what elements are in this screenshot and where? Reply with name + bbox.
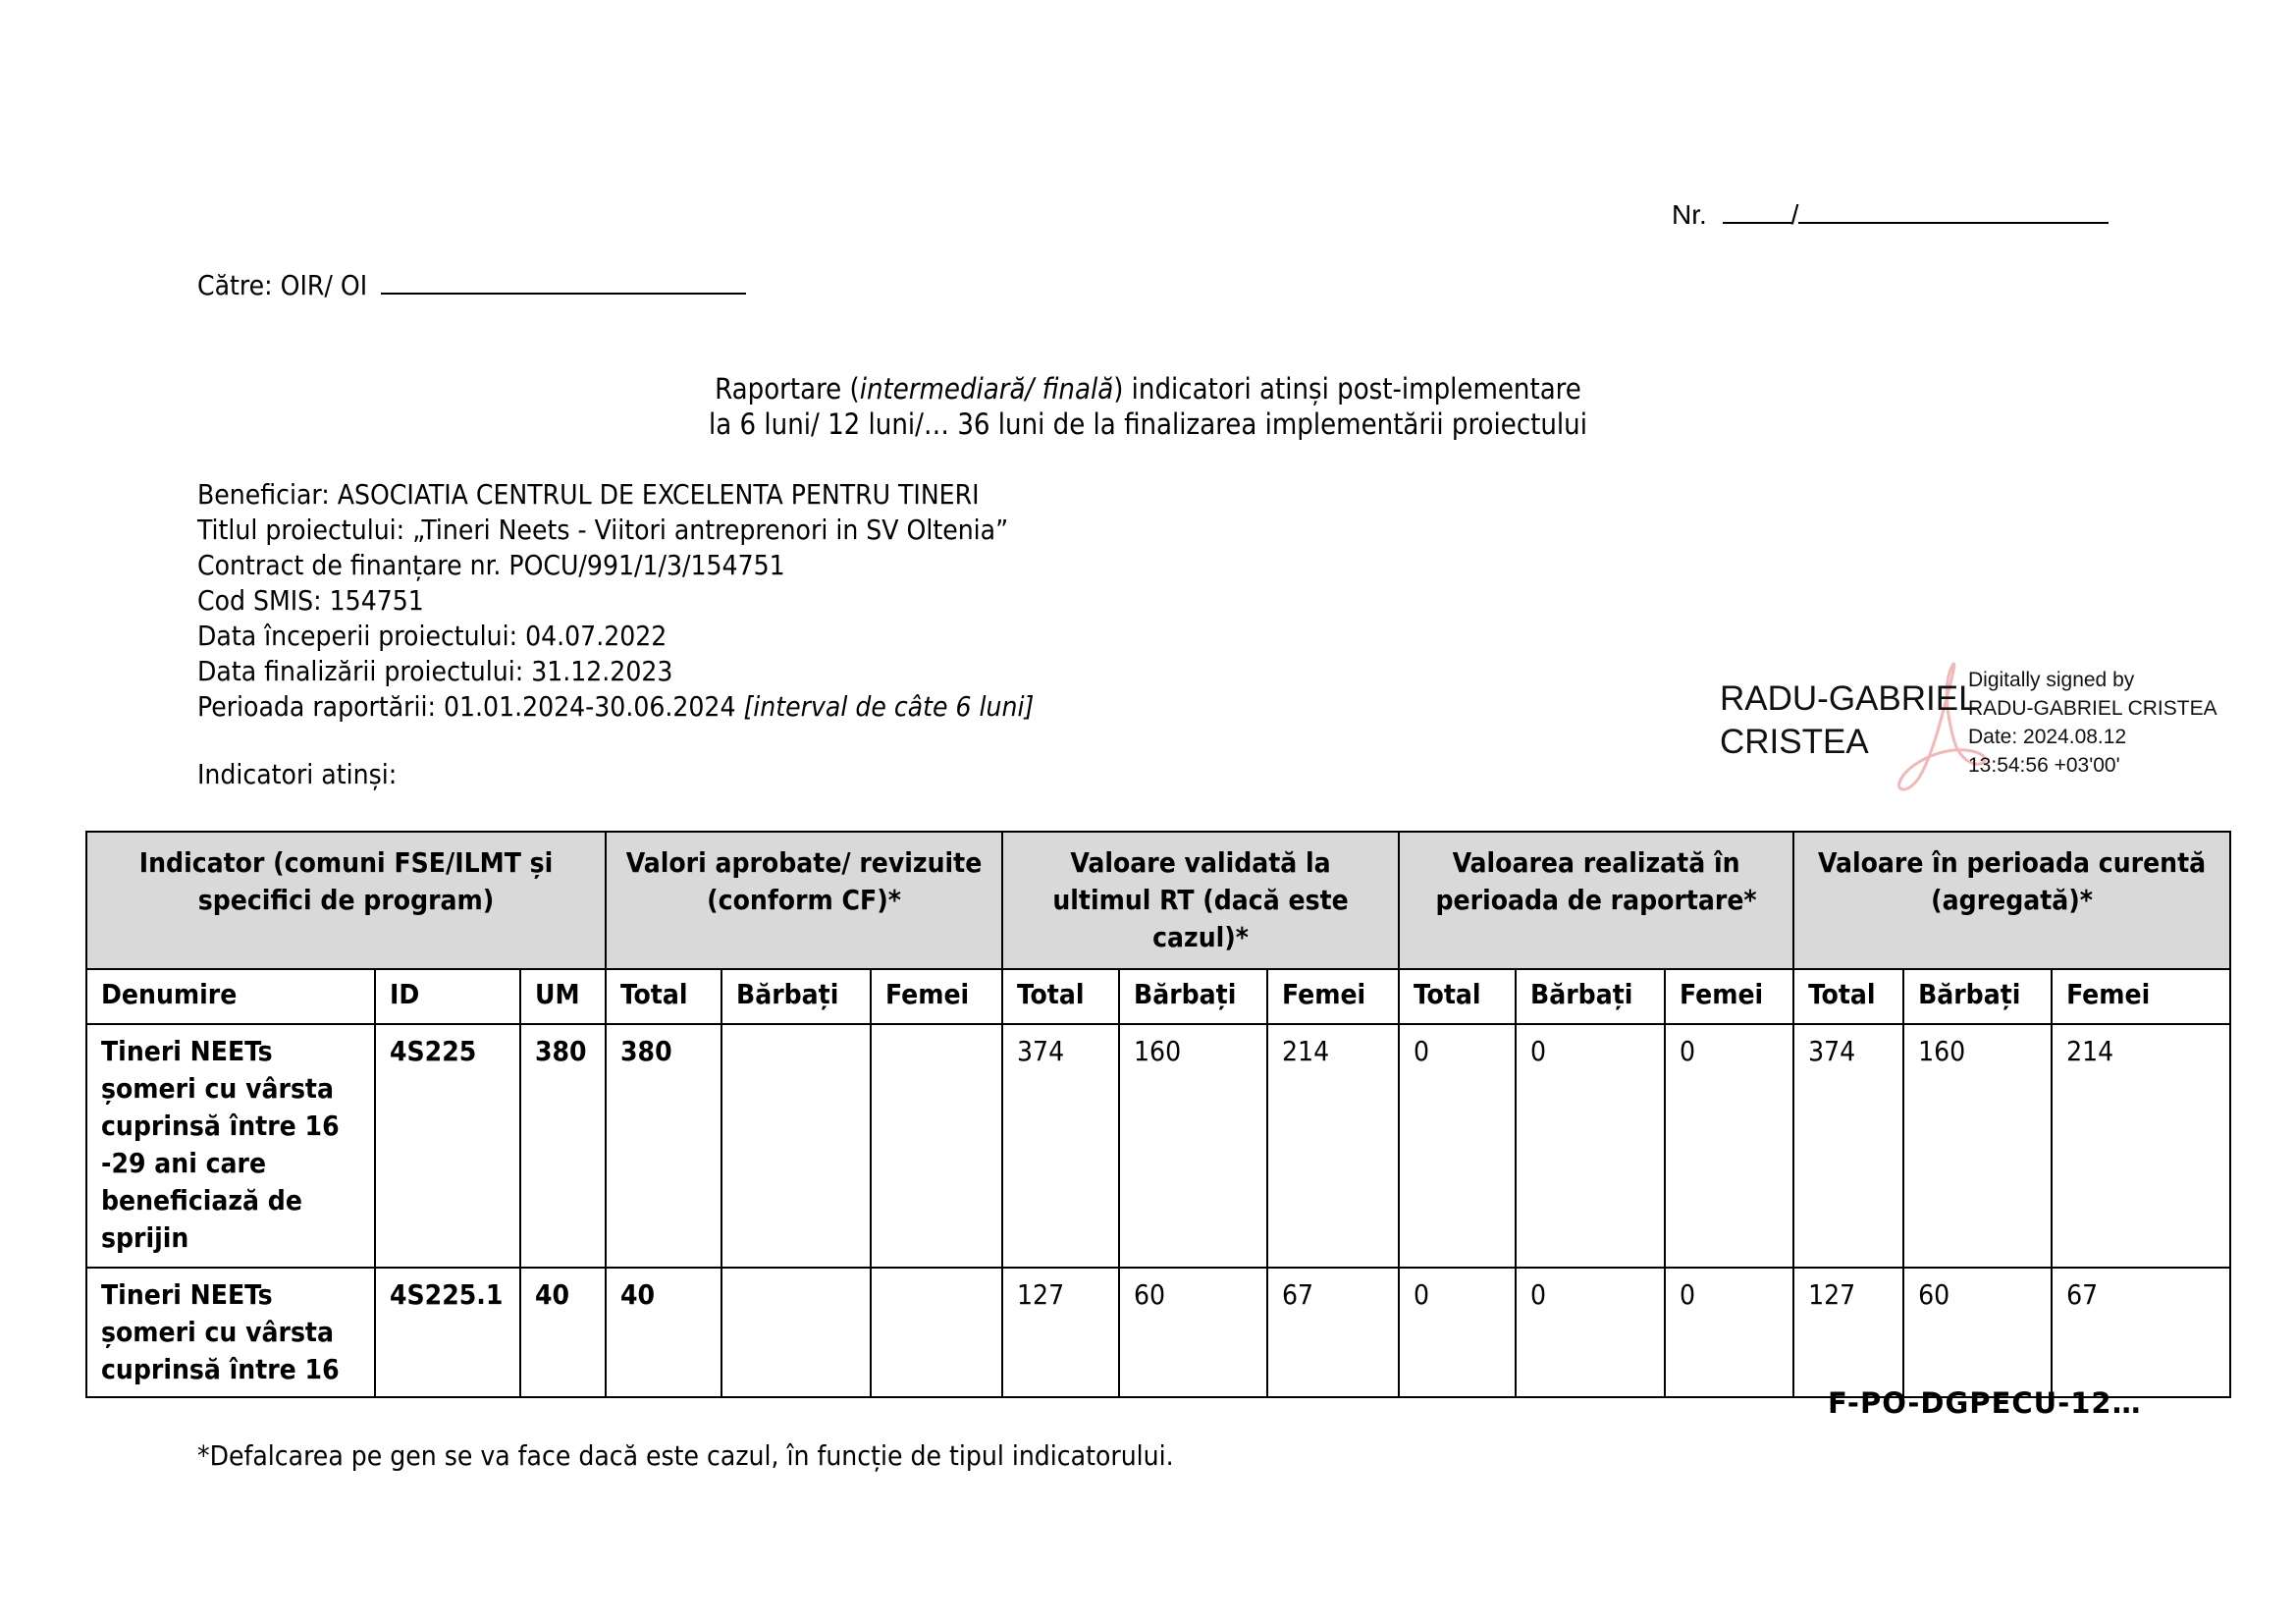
cell-achieved-total: 0	[1399, 1268, 1516, 1397]
cell-um: 380	[520, 1024, 606, 1268]
signature-detail-line: Digitally signed by	[1968, 669, 2135, 691]
cell-um: 40	[520, 1268, 606, 1397]
nr-number-blank	[1723, 196, 1791, 224]
cell-validated-men: 60	[1119, 1268, 1267, 1397]
report-title-line-1	[0, 371, 2296, 406]
cell-validated-women: 67	[1267, 1268, 1399, 1397]
col-header: Bărbați	[721, 969, 871, 1024]
cell-denumire: Tineri NEETs șomeri cu vârsta cuprinsă între 16 -29 ani care beneficiază de sprijin	[86, 1024, 375, 1268]
col-header: Total	[1002, 969, 1119, 1024]
col-header: Femei	[871, 969, 1002, 1024]
col-header: Total	[606, 969, 721, 1024]
nr-label: Nr.	[1672, 199, 1707, 230]
signature-detail-line: Date: 2024.08.12	[1968, 726, 2127, 748]
nr-date-blank	[1798, 196, 2109, 224]
group-header-achieved: Valoarea realizată în perioada de raportare*	[1399, 832, 1793, 969]
signature-details	[1968, 666, 2217, 780]
start-date: Data începerii proiectului: 04.07.2022	[197, 620, 667, 652]
col-header: Total	[1399, 969, 1516, 1024]
report-title-line-2: la 6 luni/ 12 luni/… 36 luni de la finalizarea implementării proiectului	[709, 407, 1587, 441]
col-header: Denumire	[86, 969, 375, 1024]
indicators-table	[85, 831, 2231, 1398]
group-header-validated: Valoare validată la ultimul RT (dacă este cazul)*	[1002, 832, 1399, 969]
cod-smis: Cod SMIS: 154751	[197, 584, 424, 617]
cell-current-women: 67	[2052, 1268, 2230, 1397]
footnote: *Defalcarea pe gen se va face dacă este cazul, în funcție de tipul indicatorului.	[197, 1439, 1174, 1472]
col-header: Femei	[1267, 969, 1399, 1024]
end-date: Data finalizării proiectului: 31.12.2023	[197, 655, 673, 687]
title-italic: intermediară/ finală	[859, 372, 1114, 406]
form-code: F-PO-DGPECU-12…	[1828, 1386, 2142, 1420]
cell-current-men: 60	[1903, 1268, 2052, 1397]
signer-name-line-1: RADU-GABRIEL	[1720, 679, 1978, 718]
cell-id: 4S225.1	[375, 1268, 520, 1397]
recipient-blank	[381, 267, 746, 295]
cell-achieved-women: 0	[1665, 1024, 1793, 1268]
cell-validated-total: 127	[1002, 1268, 1119, 1397]
cell-current-women: 214	[2052, 1024, 2230, 1268]
table-row	[86, 1268, 2230, 1397]
reporting-period-value: Perioada raportării: 01.01.2024-30.06.2024	[197, 690, 744, 723]
signer-name	[1720, 677, 1978, 764]
cell-approved-total: 380	[606, 1024, 721, 1268]
project-metadata	[197, 477, 1034, 725]
cell-achieved-women: 0	[1665, 1268, 1793, 1397]
title-suffix: ) indicatori atinși post-implementare	[1113, 372, 1581, 406]
cell-validated-women: 214	[1267, 1024, 1399, 1268]
document-number-line	[1672, 196, 2109, 231]
signature-detail-line: RADU-GABRIEL CRISTEA	[1968, 697, 2217, 720]
group-header-current: Valoare în perioada curentă (agregată)*	[1793, 832, 2230, 969]
cell-validated-total: 374	[1002, 1024, 1119, 1268]
beneficiar: Beneficiar: ASOCIATIA CENTRUL DE EXCELENTA PENTRU TINERI	[197, 478, 980, 511]
cell-current-total: 374	[1793, 1024, 1903, 1268]
reporting-period-note: [interval de câte 6 luni]	[743, 690, 1035, 723]
col-header: ID	[375, 969, 520, 1024]
cell-approved-men	[721, 1268, 871, 1397]
group-header-indicator: Indicator (comuni FSE/ILMT și specifici de program)	[86, 832, 606, 969]
col-header: Femei	[2052, 969, 2230, 1024]
title-prefix: Raportare (	[715, 372, 860, 406]
col-header: Bărbați	[1516, 969, 1665, 1024]
digital-signature[interactable]	[1718, 660, 2268, 797]
recipient-line	[197, 267, 746, 301]
col-header: Bărbați	[1119, 969, 1267, 1024]
cell-achieved-men: 0	[1516, 1268, 1665, 1397]
col-header: Femei	[1665, 969, 1793, 1024]
group-header-approved: Valori aprobate/ revizuite (conform CF)*	[606, 832, 1002, 969]
col-header: UM	[520, 969, 606, 1024]
cell-achieved-men: 0	[1516, 1024, 1665, 1268]
project-title: Titlul proiectului: „Tineri Neets - Viitori antreprenori in SV Oltenia”	[197, 514, 1009, 546]
cell-denumire: Tineri NEETs șomeri cu vârsta cuprinsă între 16	[86, 1268, 375, 1397]
cell-achieved-total: 0	[1399, 1024, 1516, 1268]
table-subheader-row	[86, 969, 2230, 1024]
cell-approved-total: 40	[606, 1268, 721, 1397]
cell-approved-women	[871, 1268, 1002, 1397]
cell-current-men: 160	[1903, 1024, 2052, 1268]
indicators-label: Indicatori atinși:	[197, 758, 398, 790]
col-header: Total	[1793, 969, 1903, 1024]
col-header: Bărbați	[1903, 969, 2052, 1024]
table-row	[86, 1024, 2230, 1268]
recipient-label: Către: OIR/ OI	[197, 269, 368, 301]
signer-name-line-2: CRISTEA	[1720, 723, 1869, 761]
cell-current-total: 127	[1793, 1268, 1903, 1397]
cell-approved-women	[871, 1024, 1002, 1268]
table-group-header-row	[86, 832, 2230, 969]
contract-number: Contract de finanțare nr. POCU/991/1/3/154751	[197, 549, 785, 581]
nr-separator: /	[1790, 199, 1799, 230]
cell-validated-men: 160	[1119, 1024, 1267, 1268]
signature-detail-line: 13:54:56 +03'00'	[1968, 754, 2120, 777]
report-title	[0, 371, 2296, 442]
reporting-period	[197, 689, 1034, 725]
cell-approved-men	[721, 1024, 871, 1268]
cell-id: 4S225	[375, 1024, 520, 1268]
